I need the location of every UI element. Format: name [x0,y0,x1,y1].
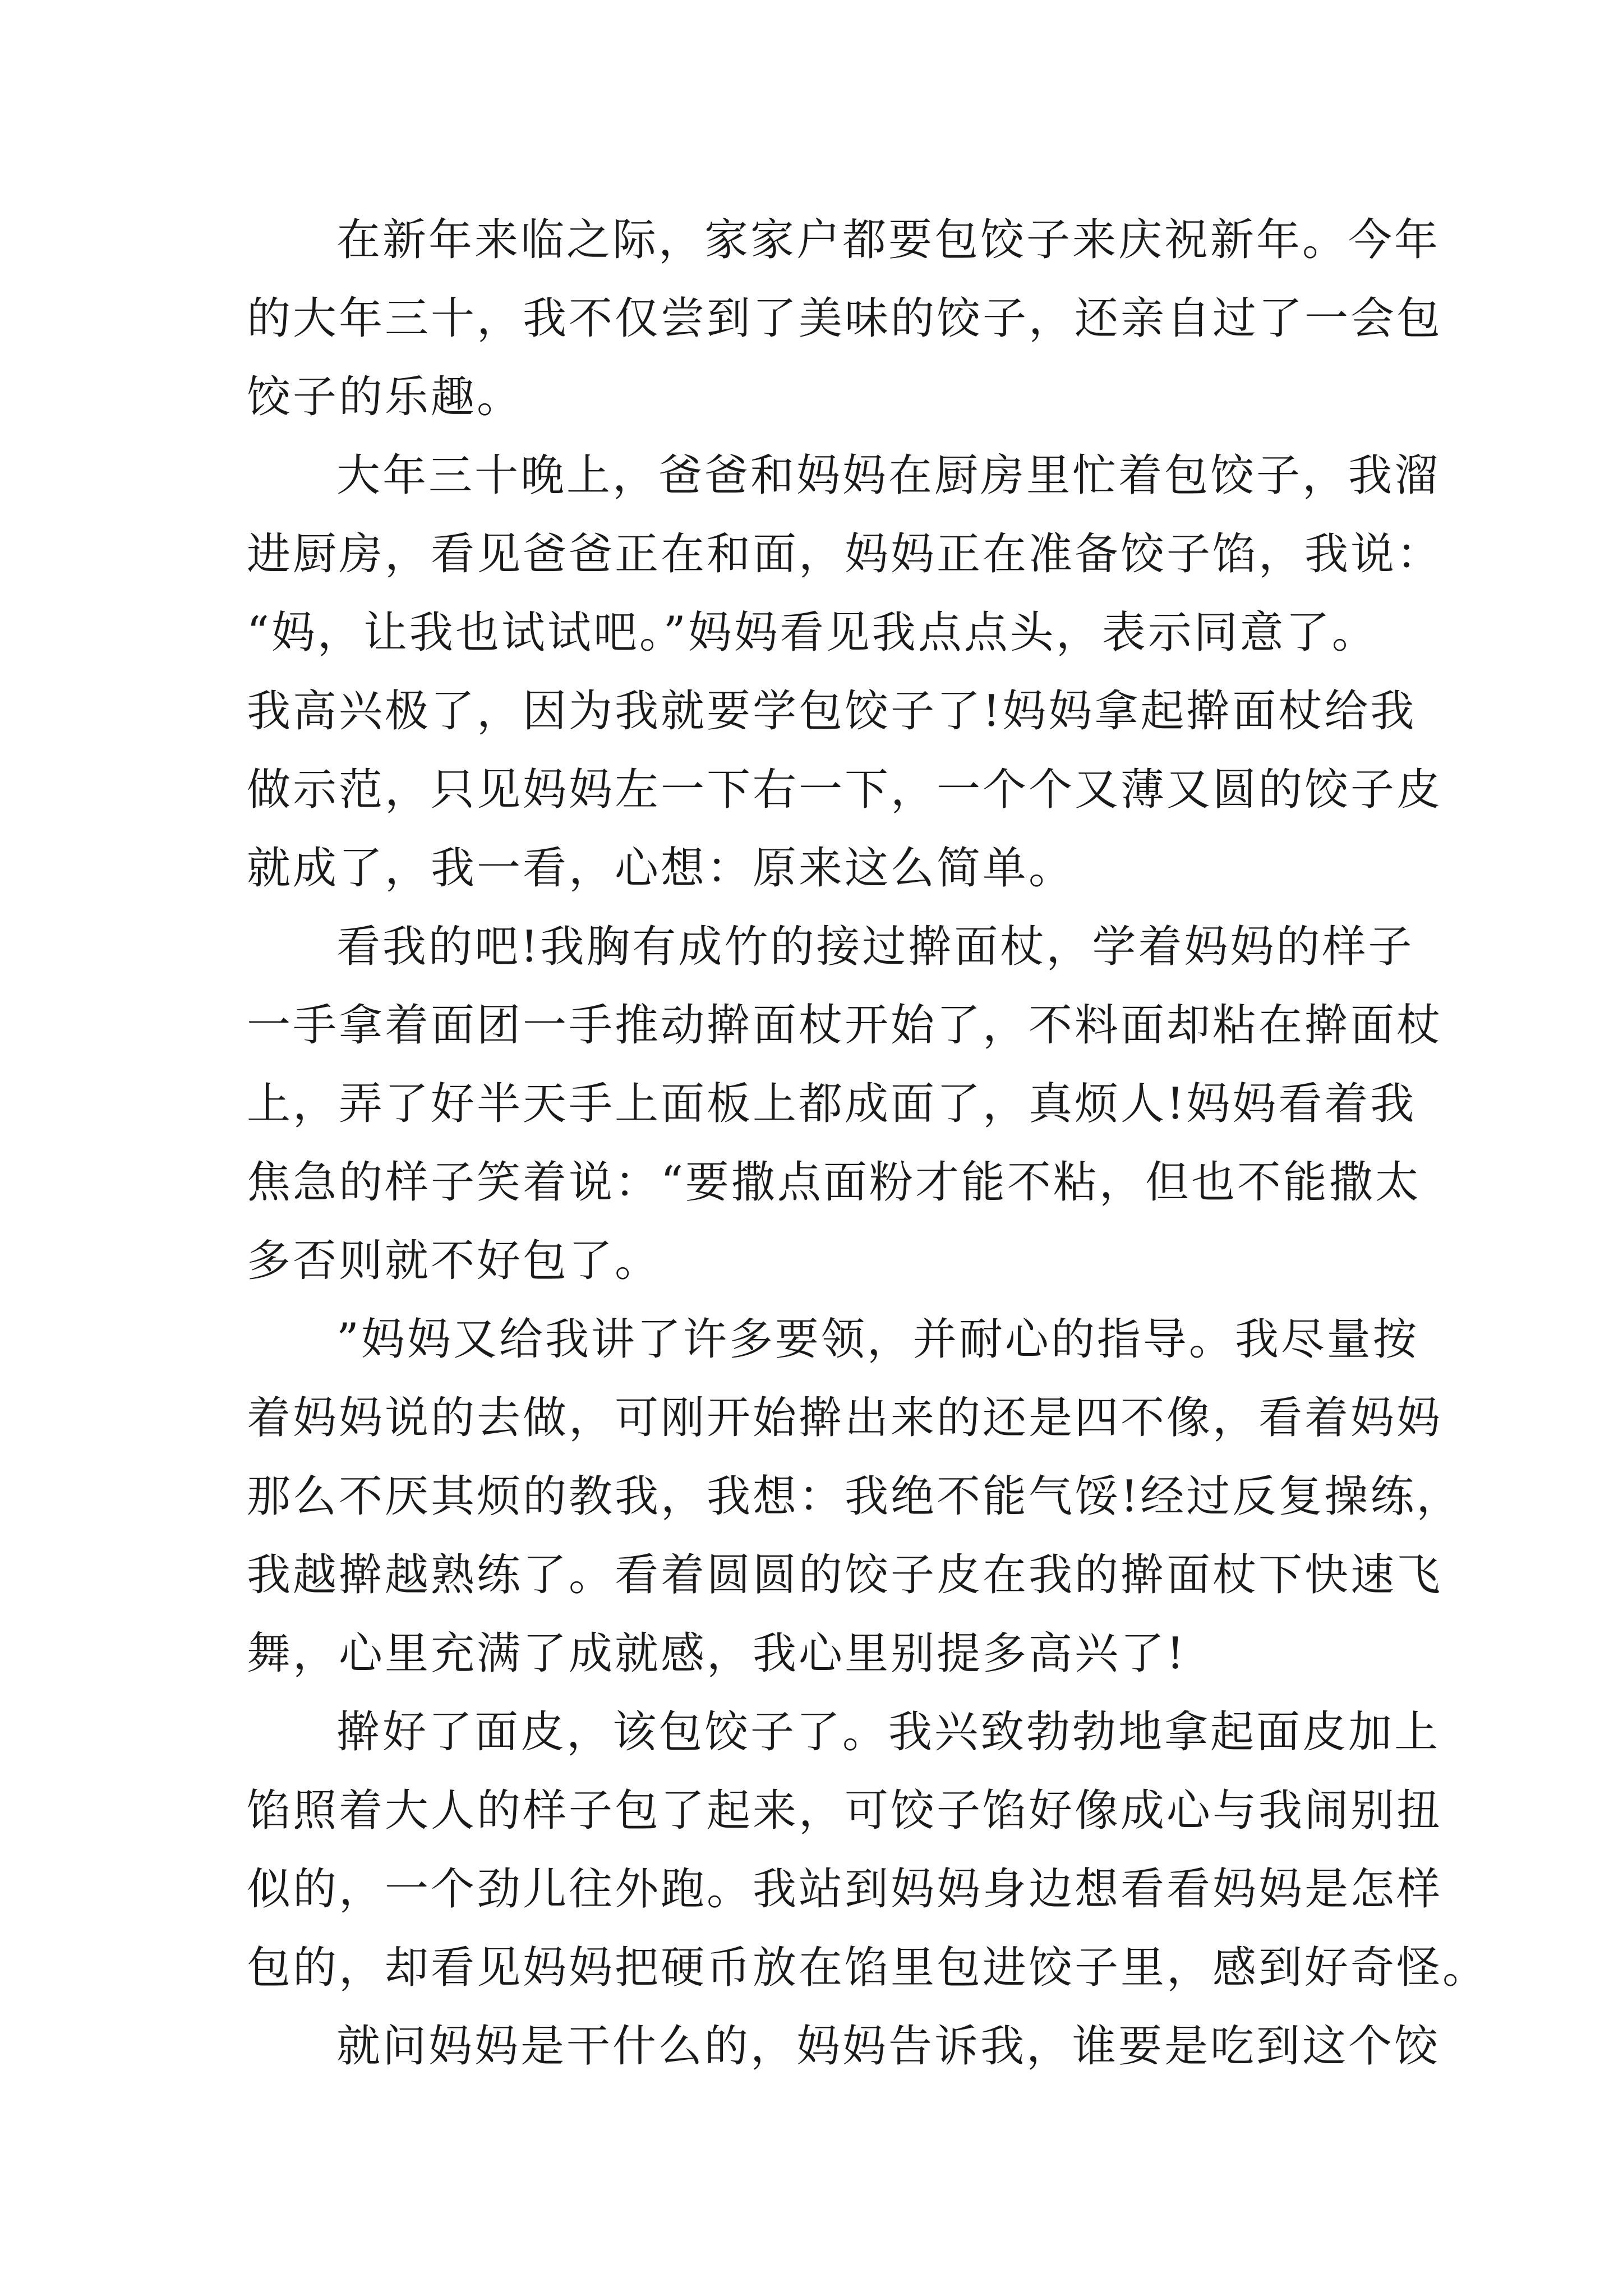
text-line: 着妈妈说的去做，可刚开始擀出来的还是四不像，看着妈妈 [247,1393,1443,1443]
text-line: “妈，让我也试试吧。”妈妈看见我点点头，表示同意了。 [247,608,1378,658]
text-line: 就问妈妈是干什么的，妈妈告诉我，谁要是吃到这个饺 [336,2021,1441,2072]
text-line: 擀好了面皮，该包饺子了。我兴致勃勃地拿起面皮加上 [336,1707,1441,1757]
text-line: 一手拿着面团一手推动擀面杖开始了，不料面却粘在擀面杖 [247,1000,1443,1051]
text-line: 的大年三十，我不仅尝到了美味的饺子，还亲自过了一会包 [247,293,1443,344]
text-line: 看我的吧!我胸有成竹的接过擀面杖，学着妈妈的样子 [336,922,1414,972]
text-line: 我高兴极了，因为我就要学包饺子了!妈妈拿起擀面杖给我 [247,686,1417,737]
text-line: 做示范，只见妈妈左一下右一下，一个个又薄又圆的饺子皮 [247,765,1443,815]
text-line: 焦急的样子笑着说：“要撒点面粉才能不粘，但也不能撒太 [247,1157,1421,1208]
text-line: 上，弄了好半天手上面板上都成面了，真烦人!妈妈看着我 [247,1079,1417,1129]
text-line: 我越擀越熟练了。看着圆圆的饺子皮在我的擀面杖下快速飞 [247,1550,1443,1600]
text-line: 就成了，我一看，心想：原来这么简单。 [247,843,1075,894]
text-line: 多否则就不好包了。 [247,1236,661,1286]
text-line: ”妈妈又给我讲了许多要领，并耐心的指导。我尽量按 [336,1314,1419,1365]
text-line: 似的，一个劲儿往外跑。我站到妈妈身边想看看妈妈是怎样 [247,1864,1443,1915]
text-line: 大年三十晚上，爸爸和妈妈在厨房里忙着包饺子，我溜 [336,450,1441,501]
text-line: 馅照着大人的样子包了起来，可饺子馅好像成心与我闹别扭 [247,1786,1443,1836]
text-line: 舞，心里充满了成就感，我心里别提多高兴了! [247,1628,1187,1679]
text-line: 包的，却看见妈妈把硬币放在馅里包进饺子里，感到好奇怪。 [247,1943,1489,1993]
text-line: 在新年来临之际，家家户都要包饺子来庆祝新年。今年 [336,215,1441,265]
text-line: 那么不厌其烦的教我，我想：我绝不能气馁!经过反复操练， [247,1471,1463,1522]
text-line: 进厨房，看见爸爸正在和面，妈妈正在准备饺子馅，我说： [247,529,1443,579]
text-line: 饺子的乐趣。 [247,372,523,422]
